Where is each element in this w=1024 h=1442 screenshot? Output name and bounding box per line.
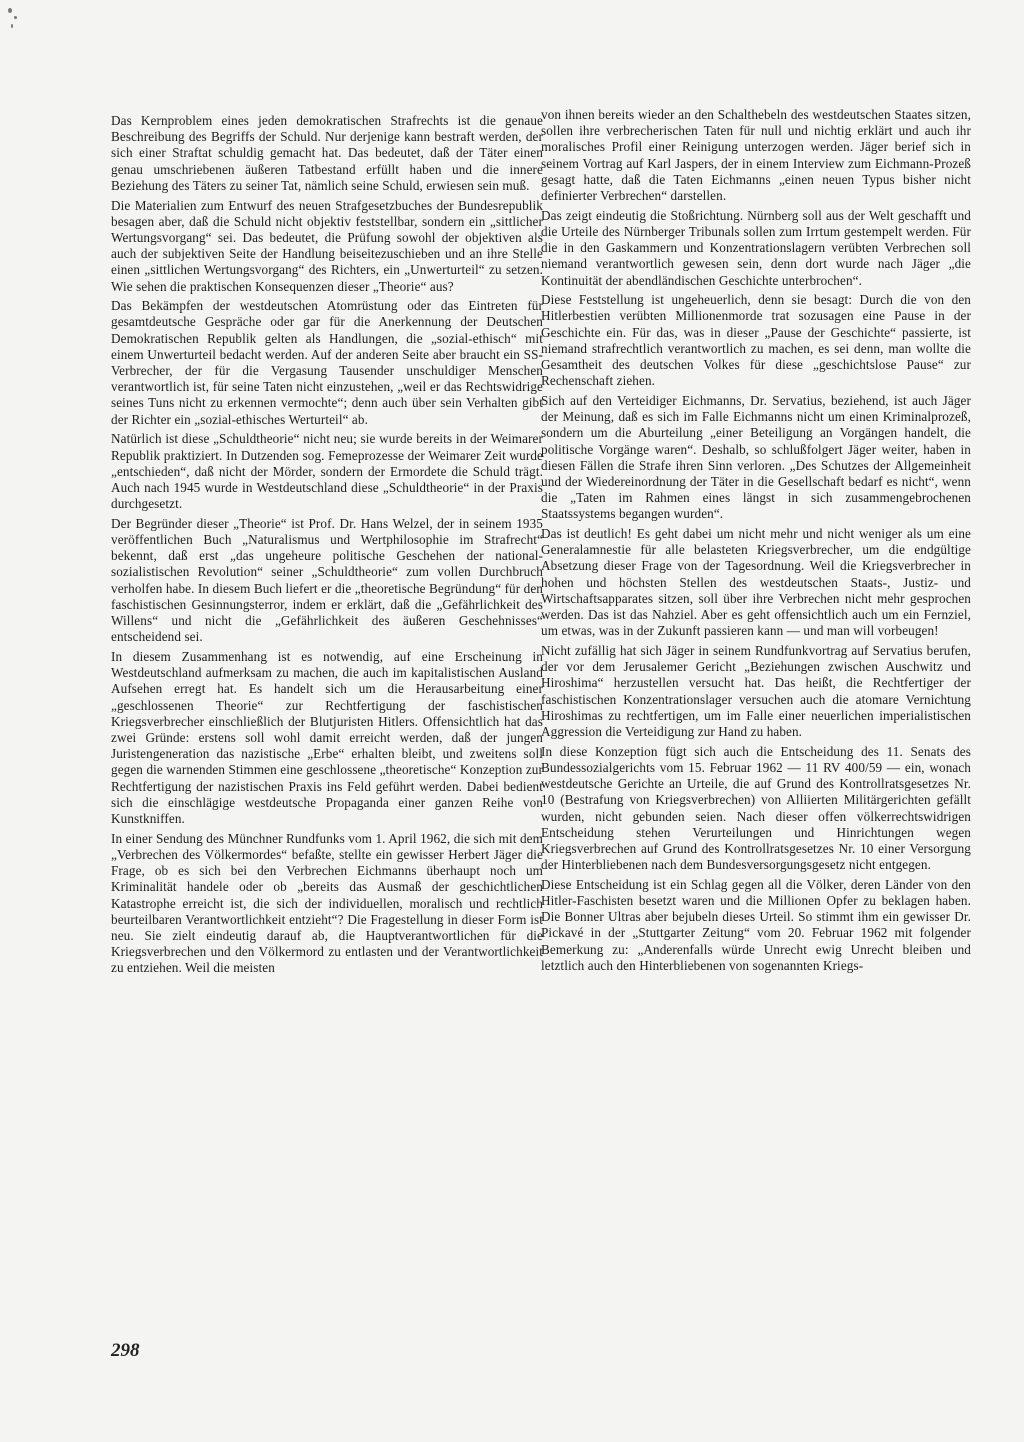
paragraph: Diese Entscheidung ist ein Schlag gegen all die Völker, deren Länder von den Hitler-Faschisten besetzt waren und die Millionen Opfer zu beklagen haben. Die Bonner Ultras aber bejubeln dieses Urteil. So stimmt ihm ein gewisser Dr. Pickavé in der „Stuttgarter Zeitung“ vom 20. Februar 1962 mit folgender Bemerkung zu: „Anderenfalls würde Unrecht ewig Unrecht bleiben und letztlich auch den Hinterbliebenen von sogenannten Kriegs- [541,876,971,973]
page-number: 298 [111,1340,140,1361]
paragraph: Natürlich ist diese „Schuldtheorie“ nicht neu; sie wurde bereits in der Weimarer Republik praktiziert. In Dutzenden sog. Femeprozesse der Weimarer Zeit wurde „entschieden“, daß nicht der Mörder, sondern der Ermordete die Schuld trägt. Auch nach 1945 wurde in Westdeutschland diese „Schuldtheorie“ in der Praxis durchgesetzt. [111,431,543,512]
paragraph: In diesem Zusammenhang ist es notwendig, auf eine Erscheinung in Westdeutschland aufmerksam zu machen, die auch im kapitalistischen Ausland Aufsehen erregt hat. Es handelt sich um die Herausarbeitung einer „geschlossenen Theorie“ zur Rechtfertigung der faschistischen Kriegsverbrecher einschließlich der Blutjuristen Hitlers. Offensichtlich hat das zwei Gründe: erstens soll wohl damit erreicht werden, daß der jungen Juristengeneration das nazistische „Erbe“ erhalten bleibt, und zweitens soll gegen die warnenden Stimmen eine geschlossene „theoretische“ Konzeption zur Rechtfertigung der nazistischen Praxis ins Feld geführt werden. Dabei bedient sich die einschlägige westdeutsche Propaganda einer ganzen Reihe von Kunstkniffen. [111,649,543,827]
paragraph: Der Begründer dieser „Theorie“ ist Prof. Dr. Hans Welzel, der in seinem 1935 veröffentlichen Buch „Naturalismus und Wertphilosophie im Strafrecht“ bekennt, daß erst „das ungeheure politische Geschehen der national-sozialistischen Revolution“ seiner „Schuldtheorie“ zum vollen Durchbruch verholfen habe. In diesem Buch liefert er die „theoretische Begründung“ für den faschistischen Gesinnungsterror, indem er erklärt, daß die „Gefährlichkeit des Willens“ und nicht die „Gefährlichkeit des äußeren Geschehnisses“ entscheidend sei. [111,515,543,645]
right-column [541,107,971,1322]
paragraph: In diese Konzeption fügt sich auch die Entscheidung des 11. Senats des Bundessozialgerichts vom 15. Februar 1962 — 11 RV 400/59 — ein, wonach westdeutsche Gerichte an Urteile, die auf Grund des Kontrollratsgesetzes Nr. 10 (Bestrafung von Kriegsverbrechen) von Alliierten Militärgerichten gefällt wurden, nicht gebunden seien. Nach dieser offen völkerrechtswidrigen Entscheidung stehen Verurteilungen und Hinrichtungen wegen Kriegsverbrechen auf Grund des Kontrollratsgesetzes Nr. 10 einer Versorgung der Hinterbliebenen nach dem Bundesversorgungsgesetz nicht entgegen. [541,743,971,873]
paragraph: Diese Feststellung ist ungeheuerlich, denn sie besagt: Durch die von den Hitlerbestien verübten Millionenmorde trat sozusagen eine Pause in der Geschichte ein. Für das, was in dieser „Pause der Geschichte“ passierte, ist niemand strafrechtlich verantwortlich zu machen, es sei denn, man wollte die Gesamtheit des deutschen Volkes für diese „geschichtslose Pause“ zur Rechenschaft ziehen. [541,292,971,389]
paragraph: Das Bekämpfen der westdeutschen Atomrüstung oder das Eintreten für gesamtdeutsche Gespräche oder gar für die Anerkennung der Deutschen Demokratischen Republik gelten als Handlungen, die „sozial-ethisch“ mit einem Unwerturteil bedacht werden. Auf der anderen Seite aber braucht ein SS-Verbrecher, der für die Vergasung Tausender unschuldiger Menschen verantwortlich ist, für seine Taten nicht einzustehen, „weil er das Rechtswidrige seines Tuns nicht zu erkennen vermochte“; denn auch über sein Verhalten gibt der Richter ein „sozial-ethisches Werturteil“ ab. [111,298,543,427]
paragraph: Die Materialien zum Entwurf des neuen Strafgesetzbuches der Bundesrepublik besagen aber, daß die Schuld nicht objektiv feststellbar, sondern ein „sittlicher Wertungsvorgang“ sei. Das bedeutet, die Prüfung sowohl der objektiven als auch der subjektiven Seite der Handlung beiseitezuschieben und an ihre Stelle einen „sittlichen Wertungsvorgang“ des Richters, ein „Unwerturteil“ zu setzen. Wie sehen die praktischen Konsequenzen dieser „Theorie“ aus? [111,197,543,294]
scan-speck-decoration [2,0,24,40]
paragraph: von ihnen bereits wieder an den Schalthebeln des westdeutschen Staates sitzen, sollen ihre verbrecherischen Taten für null und nichtig erklärt und auch ihr moralisches Profil einer Reinigung unterzogen werden. Jäger berief sich in seinem Vortrag auf Karl Jaspers, der in einem Interview zum Eichmann-Prozeß gesagt hatte, daß die Taten Eichmanns „einen neuen Typus bisher nicht definierter Verbrechen“ darstellen. [541,107,971,204]
paragraph: Das ist deutlich! Es geht dabei um nicht mehr und nicht weniger als um eine Generalamnestie für alle belasteten Kriegsverbrecher, um die endgültige Absetzung dieser Frage von der Tagesordnung. Weil die Kriegsverbrecher in hohen und höchsten Stellen des westdeutschen Staats-, Justiz- und Wirtschaftsapparates sitzen, soll über ihre Verbrechen nicht mehr gesprochen werden. Das ist das Nahziel. Aber es geht offensichtlich auch um ein Fernziel, um etwas, was in der Zukunft passieren kann — und man will vorbeugen! [541,526,971,639]
paragraph: Nicht zufällig hat sich Jäger in seinem Rundfunkvortrag auf Servatius berufen, der vor dem Jerusalemer Gericht „Beziehungen zwischen Auschwitz und Hiroshima“ herzustellen versucht hat. Das heißt, die Rechtfertiger der faschistischen Konzentrationslager versuchen auch die atomare Vernichtung Hiroshimas zu rechtfertigen, um im Falle einer neuerlichen imperialistischen Aggression die Verteidigung zur Hand zu haben. [541,643,971,740]
paragraph: Sich auf den Verteidiger Eichmanns, Dr. Servatius, beziehend, ist auch Jäger der Meinung, daß es sich im Falle Eichmanns nicht um einen Kriminalprozeß, sondern um die Aburteilung „einer Beteiligung an Vorgängen handelt, die politische Vorgänge waren“. Deshalb, so schlußfolgert Jäger weiter, haben in diesen Fällen die Strafe ihren Sinn verloren. „Des Schutzes der Allgemeinheit und der Wiedereinordnung der Täter in die Gesellschaft bedarf es nicht“, wenn die „Taten im Rahmen eines längst in sich zusammengebrochenen Staatssystems begangen wurden“. [541,392,971,522]
paragraph: Das Kernproblem eines jeden demokratischen Strafrechts ist die genaue Beschreibung des Begriffs der Schuld. Nur derjenige kann bestraft werden, der sich einer Straftat schuldig gemacht hat. Das bedeutet, daß der Täter einen genau umschriebenen äußeren Tatbestand erfüllt haben und die innere Beziehung des Täters zu seiner Tat, nämlich seine Schuld, erwiesen sein muß. [111,113,543,193]
paragraph: In einer Sendung des Münchner Rundfunks vom 1. April 1962, die sich mit dem „Verbrechen des Völkermordes“ befaßte, stellte ein gewisser Herbert Jäger die Frage, ob es sich bei den Verbrechen Eichmanns überhaupt noch um Kriminalität handele oder ob „bereits das Ausmaß der geschichtlichen Katastrophe erreicht ist, die sich der individuellen, moralisch und rechtlich beurteilbaren Verantwortlichkeit entzieht“? Die Fragestellung in dieser Form ist neu. Sie zielt eindeutig darauf ab, die Hauptverantwortlichen für die Kriegsverbrechen und den Völkermord zu entlasten und der Verantwortlichkeit zu entziehen. Weil die meisten [111,830,543,976]
paragraph: Das zeigt eindeutig die Stoßrichtung. Nürnberg soll aus der Welt geschafft und die Urteile des Nürnberger Tribunals sollen zum Irrtum gestempelt werden. Für die in den Gaskammern und Konzentrationslagern verübten Verbrechen soll niemand verantwortlich gewesen sein, denn dort wurde nach Jäger „die Kontinuität der abendländischen Geschichte unterbrochen“. [541,207,971,288]
left-column [111,113,543,1328]
